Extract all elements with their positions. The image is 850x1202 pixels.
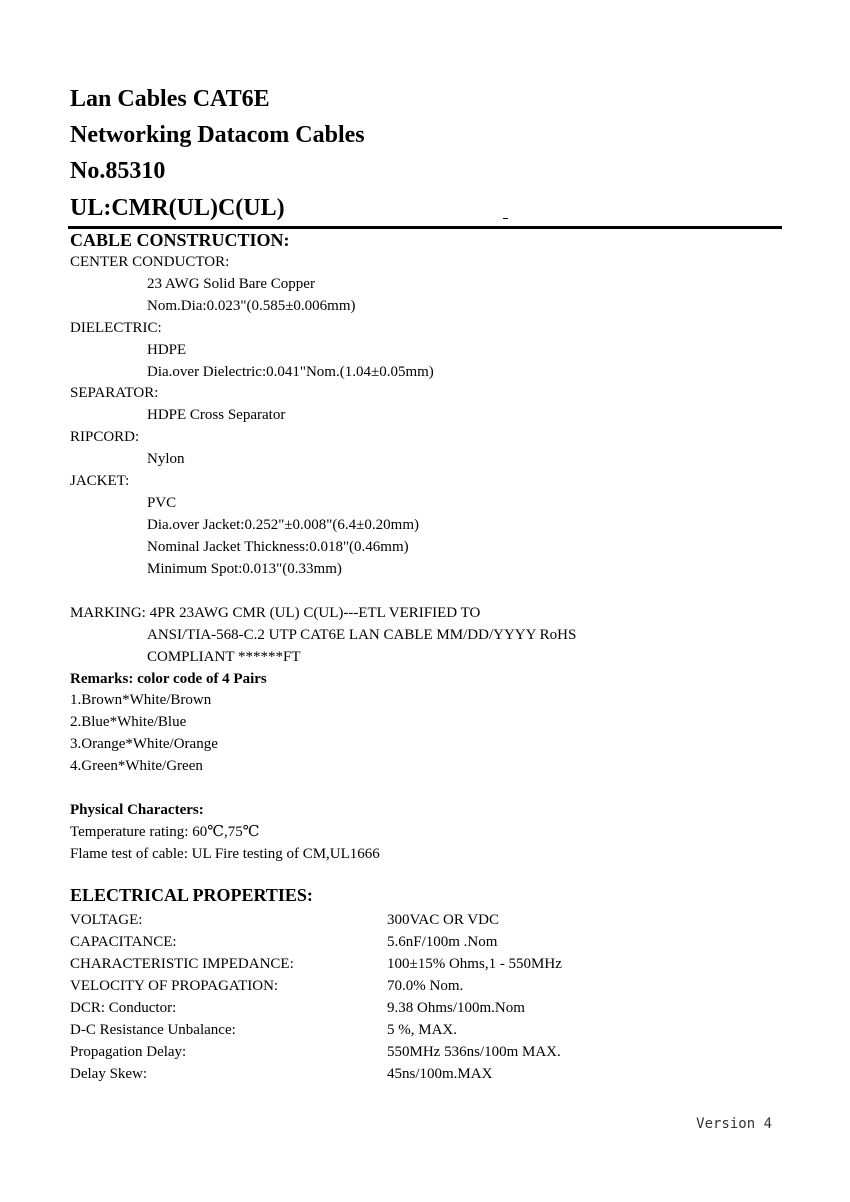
property-value: 5 %, MAX. xyxy=(387,1022,457,1038)
center-conductor-value: 23 AWG Solid Bare Copper xyxy=(147,276,315,292)
remarks-heading: Remarks: color code of 4 Pairs xyxy=(70,671,267,687)
property-value: 550MHz 536ns/100m MAX. xyxy=(387,1044,561,1060)
property-value: 70.0% Nom. xyxy=(387,978,464,994)
property-label: Propagation Delay: xyxy=(70,1044,187,1060)
ripcord-value: Nylon xyxy=(147,451,185,467)
property-label: CAPACITANCE: xyxy=(70,934,177,950)
marking-text: COMPLIANT ******FT xyxy=(147,649,301,665)
property-value: 300VAC OR VDC xyxy=(387,912,499,928)
color-pair: 1.Brown*White/Brown xyxy=(70,692,212,708)
jacket-label: JACKET: xyxy=(70,473,130,489)
jacket-value: Dia.over Jacket:0.252"±0.008"(6.4±0.20mm) xyxy=(147,517,419,533)
dielectric-value: HDPE xyxy=(147,342,187,358)
property-label: Delay Skew: xyxy=(70,1066,148,1082)
part-number: No.85310 xyxy=(70,158,166,184)
document-title: Lan Cables CAT6E xyxy=(70,86,270,112)
property-label: D-C Resistance Unbalance: xyxy=(70,1022,236,1038)
jacket-value: Nominal Jacket Thickness:0.018"(0.46mm) xyxy=(147,539,409,555)
separator-label: SEPARATOR: xyxy=(70,385,159,401)
stray-mark xyxy=(503,218,508,219)
property-value: 5.6nF/100m .Nom xyxy=(387,934,498,950)
property-label: DCR: Conductor: xyxy=(70,1000,177,1016)
center-conductor-label: CENTER CONDUCTOR: xyxy=(70,254,230,270)
property-label: VOLTAGE: xyxy=(70,912,143,928)
color-pair: 3.Orange*White/Orange xyxy=(70,736,218,752)
electrical-heading: ELECTRICAL PROPERTIES: xyxy=(70,885,313,905)
property-label: CHARACTERISTIC IMPEDANCE: xyxy=(70,956,294,972)
marking-text: ANSI/TIA-568-C.2 UTP CAT6E LAN CABLE MM/DD/YYYY RoHS xyxy=(147,627,577,643)
dielectric-label: DIELECTRIC: xyxy=(70,320,162,336)
temperature-rating: Temperature rating: 60℃,75℃ xyxy=(70,824,260,840)
marking-text: MARKING: 4PR 23AWG CMR (UL) C(UL)---ETL VERIFIED TO xyxy=(70,605,481,621)
ul-rating: UL:CMR(UL)C(UL) xyxy=(70,195,285,221)
version-label: Version 4 xyxy=(696,1116,772,1132)
jacket-value: Minimum Spot:0.013"(0.33mm) xyxy=(147,561,342,577)
separator-value: HDPE Cross Separator xyxy=(147,407,286,423)
ripcord-label: RIPCORD: xyxy=(70,429,140,445)
property-value: 9.38 Ohms/100m.Nom xyxy=(387,1000,525,1016)
property-label: VELOCITY OF PROPAGATION: xyxy=(70,978,279,994)
property-value: 100±15% Ohms,1 - 550MHz xyxy=(387,956,562,972)
center-conductor-value: Nom.Dia:0.023"(0.585±0.006mm) xyxy=(147,298,356,314)
color-pair: 4.Green*White/Green xyxy=(70,758,203,774)
color-pair: 2.Blue*White/Blue xyxy=(70,714,187,730)
cable-construction-heading: CABLE CONSTRUCTION: xyxy=(70,230,290,250)
flame-test: Flame test of cable: UL Fire testing of CM,UL1666 xyxy=(70,846,380,862)
physical-heading: Physical Characters: xyxy=(70,802,204,818)
jacket-value: PVC xyxy=(147,495,177,511)
document-subtitle: Networking Datacom Cables xyxy=(70,122,365,148)
property-value: 45ns/100m.MAX xyxy=(387,1066,493,1082)
dielectric-value: Dia.over Dielectric:0.041"Nom.(1.04±0.05mm) xyxy=(147,364,434,380)
